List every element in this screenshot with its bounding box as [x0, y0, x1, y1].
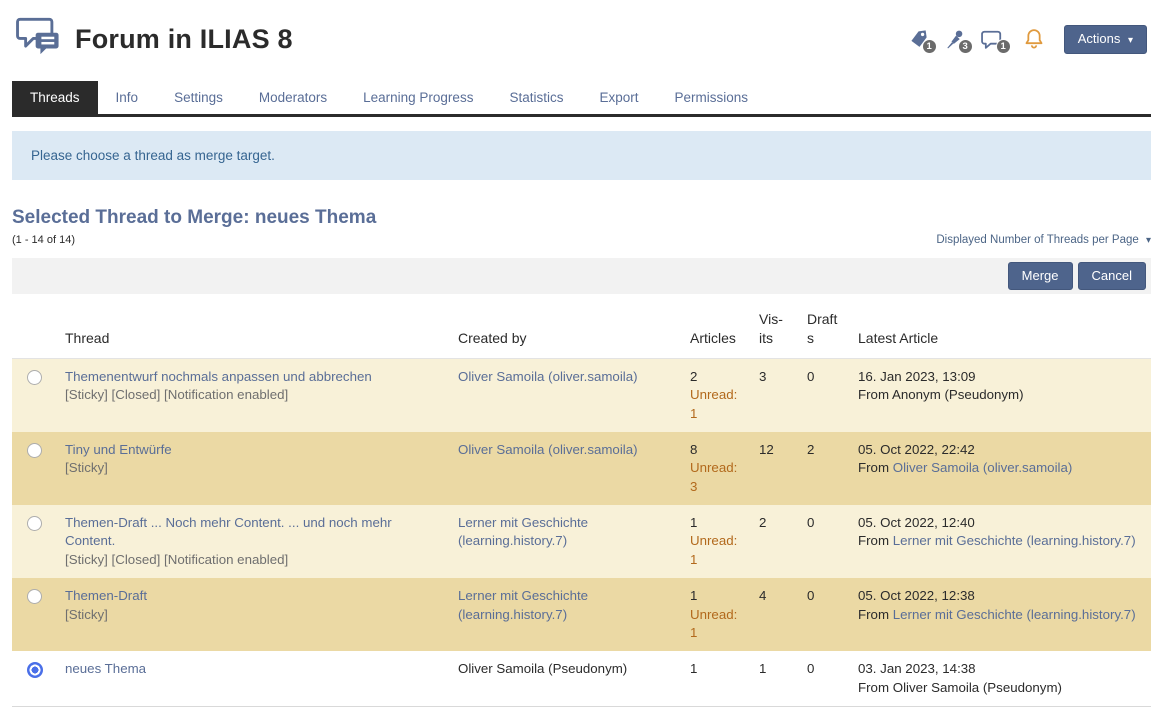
thread-radio[interactable]	[27, 443, 42, 458]
latest-author[interactable]: Oliver Samoila (Pseudonym)	[892, 679, 1062, 695]
created-by[interactable]: Lerner mit Geschichte (learning.history.7)	[458, 588, 589, 622]
comments-icon[interactable]	[981, 29, 1004, 50]
tags-count-badge: 1	[922, 39, 937, 54]
header-articles: Articles	[682, 296, 751, 358]
thread-radio[interactable]	[27, 589, 42, 604]
visits-count: 4	[751, 578, 799, 651]
visits-count: 12	[751, 432, 799, 505]
header-visits: Vis- its	[751, 296, 799, 358]
latest-author-line	[858, 459, 1143, 477]
cancel-button[interactable]: Cancel	[1078, 262, 1146, 290]
thread-title[interactable]: Tiny und Entwürfe	[65, 442, 172, 458]
thread-title[interactable]: Themen-Draft	[65, 588, 148, 604]
latest-from-label: From	[858, 606, 890, 622]
articles-count: 1	[690, 661, 698, 677]
range-row	[12, 234, 1151, 246]
drafts-count: 2	[799, 432, 850, 505]
pin-icon[interactable]	[945, 29, 966, 50]
header-radio-column	[12, 296, 57, 358]
actions-button[interactable]	[1064, 25, 1147, 53]
caret-down-icon: ▾	[1145, 235, 1151, 246]
tab-moderators[interactable]: Moderators	[258, 90, 328, 105]
thread-title[interactable]: neues Thema	[65, 661, 147, 677]
created-by[interactable]: Oliver Samoila (oliver.samoila)	[458, 369, 638, 385]
unread-count: Unread: 1	[690, 533, 738, 567]
tags-icon[interactable]	[909, 29, 930, 50]
caret-down-icon: ▾	[1127, 35, 1133, 47]
latest-author[interactable]: Oliver Samoila (oliver.samoila)	[892, 460, 1073, 476]
visits-count: 3	[751, 359, 799, 433]
latest-author[interactable]: Lerner mit Geschichte (learning.history.7)	[892, 606, 1136, 622]
table-header-row	[12, 296, 1151, 358]
latest-from-label: From	[858, 679, 890, 695]
latest-date: 03. Jan 2023, 14:38	[858, 661, 976, 677]
pins-count-badge: 3	[958, 39, 973, 54]
latest-date: 05. Oct 2022, 12:40	[858, 515, 975, 531]
forum-icon	[16, 16, 62, 63]
latest-from-label: From	[858, 533, 890, 549]
drafts-count: 0	[799, 651, 850, 706]
thread-radio[interactable]	[27, 516, 42, 531]
articles-count: 8	[690, 442, 698, 458]
created-by[interactable]: Oliver Samoila (Pseudonym)	[458, 661, 628, 677]
actions-button-label: Actions	[1077, 31, 1121, 47]
thread-flags: [Sticky] [Closed] [Notification enabled]	[65, 387, 289, 403]
table-row	[12, 578, 1151, 651]
threads-table	[12, 296, 1151, 707]
header-thread: Thread	[57, 296, 450, 358]
latest-author[interactable]: Lerner mit Geschichte (learning.history.7)	[892, 533, 1136, 549]
thread-flags: [Sticky]	[65, 606, 108, 622]
page-title: Forum in ILIAS 8	[75, 24, 293, 54]
tab-statistics[interactable]: Statistics	[509, 90, 564, 105]
page-header	[12, 0, 1151, 73]
table-row	[12, 432, 1151, 505]
table-row	[12, 505, 1151, 578]
latest-author-line	[858, 386, 1143, 404]
title-group	[16, 16, 293, 63]
latest-author-line	[858, 532, 1143, 550]
tab-learning-progress[interactable]: Learning Progress	[363, 90, 474, 105]
unread-count: Unread: 1	[690, 387, 738, 421]
header-created-by: Created by	[450, 296, 682, 358]
info-message-text: Please choose a thread as merge target.	[31, 148, 275, 163]
latest-author[interactable]: Anonym (Pseudonym)	[892, 387, 1024, 403]
table-toolbar	[12, 258, 1151, 294]
thread-radio[interactable]	[27, 370, 42, 385]
per-page-label: Displayed Number of Threads per Page	[936, 234, 1139, 246]
thread-table-body	[12, 359, 1151, 707]
tab-permissions[interactable]: Permissions	[674, 90, 749, 105]
result-range: (1 - 14 of 14)	[12, 234, 75, 246]
thread-radio[interactable]	[27, 662, 43, 678]
header-status-area	[894, 25, 1147, 53]
drafts-count: 0	[799, 505, 850, 578]
header-latest-article: Latest Article	[850, 296, 1151, 358]
tab-threads[interactable]: Threads	[12, 81, 98, 114]
latest-author-line	[858, 679, 1143, 697]
unread-count: Unread: 3	[690, 460, 738, 494]
created-by[interactable]: Lerner mit Geschichte (learning.history.7)	[458, 515, 589, 549]
latest-from-label: From	[858, 460, 890, 476]
drafts-count: 0	[799, 359, 850, 433]
tab-bar	[12, 81, 1151, 117]
notification-bell-icon[interactable]	[1024, 28, 1044, 50]
visits-count: 1	[751, 651, 799, 706]
table-row	[12, 651, 1151, 706]
info-message	[12, 131, 1151, 180]
articles-count: 2	[690, 369, 698, 385]
comments-count-badge: 1	[996, 39, 1011, 54]
thread-flags: [Sticky] [Closed] [Notification enabled]	[65, 551, 289, 567]
articles-count: 1	[690, 515, 698, 531]
latest-from-label: From	[858, 387, 890, 403]
latest-date: 05. Oct 2022, 12:38	[858, 588, 975, 604]
drafts-count: 0	[799, 578, 850, 651]
merge-button[interactable]: Merge	[1008, 262, 1073, 290]
per-page-dropdown[interactable]	[936, 234, 1151, 246]
visits-count: 2	[751, 505, 799, 578]
thread-title[interactable]: Themen-Draft ... Noch mehr Content. ... und noch mehr Content.	[65, 515, 392, 549]
articles-count: 1	[690, 588, 698, 604]
thread-title[interactable]: Themenentwurf nochmals anpassen und abbrechen	[65, 369, 372, 385]
tab-export[interactable]: Export	[599, 90, 639, 105]
header-drafts: Draft s	[799, 296, 850, 358]
latest-author-line	[858, 606, 1143, 624]
latest-date: 16. Jan 2023, 13:09	[858, 369, 976, 385]
unread-count: Unread: 1	[690, 606, 738, 640]
created-by[interactable]: Oliver Samoila (oliver.samoila)	[458, 442, 638, 458]
section-title: Selected Thread to Merge: neues Thema	[12, 207, 377, 228]
latest-date: 05. Oct 2022, 22:42	[858, 442, 975, 458]
thread-flags: [Sticky]	[65, 460, 108, 476]
table-row	[12, 359, 1151, 433]
tab-settings[interactable]: Settings	[174, 90, 223, 105]
tab-info[interactable]: Info	[115, 90, 139, 105]
